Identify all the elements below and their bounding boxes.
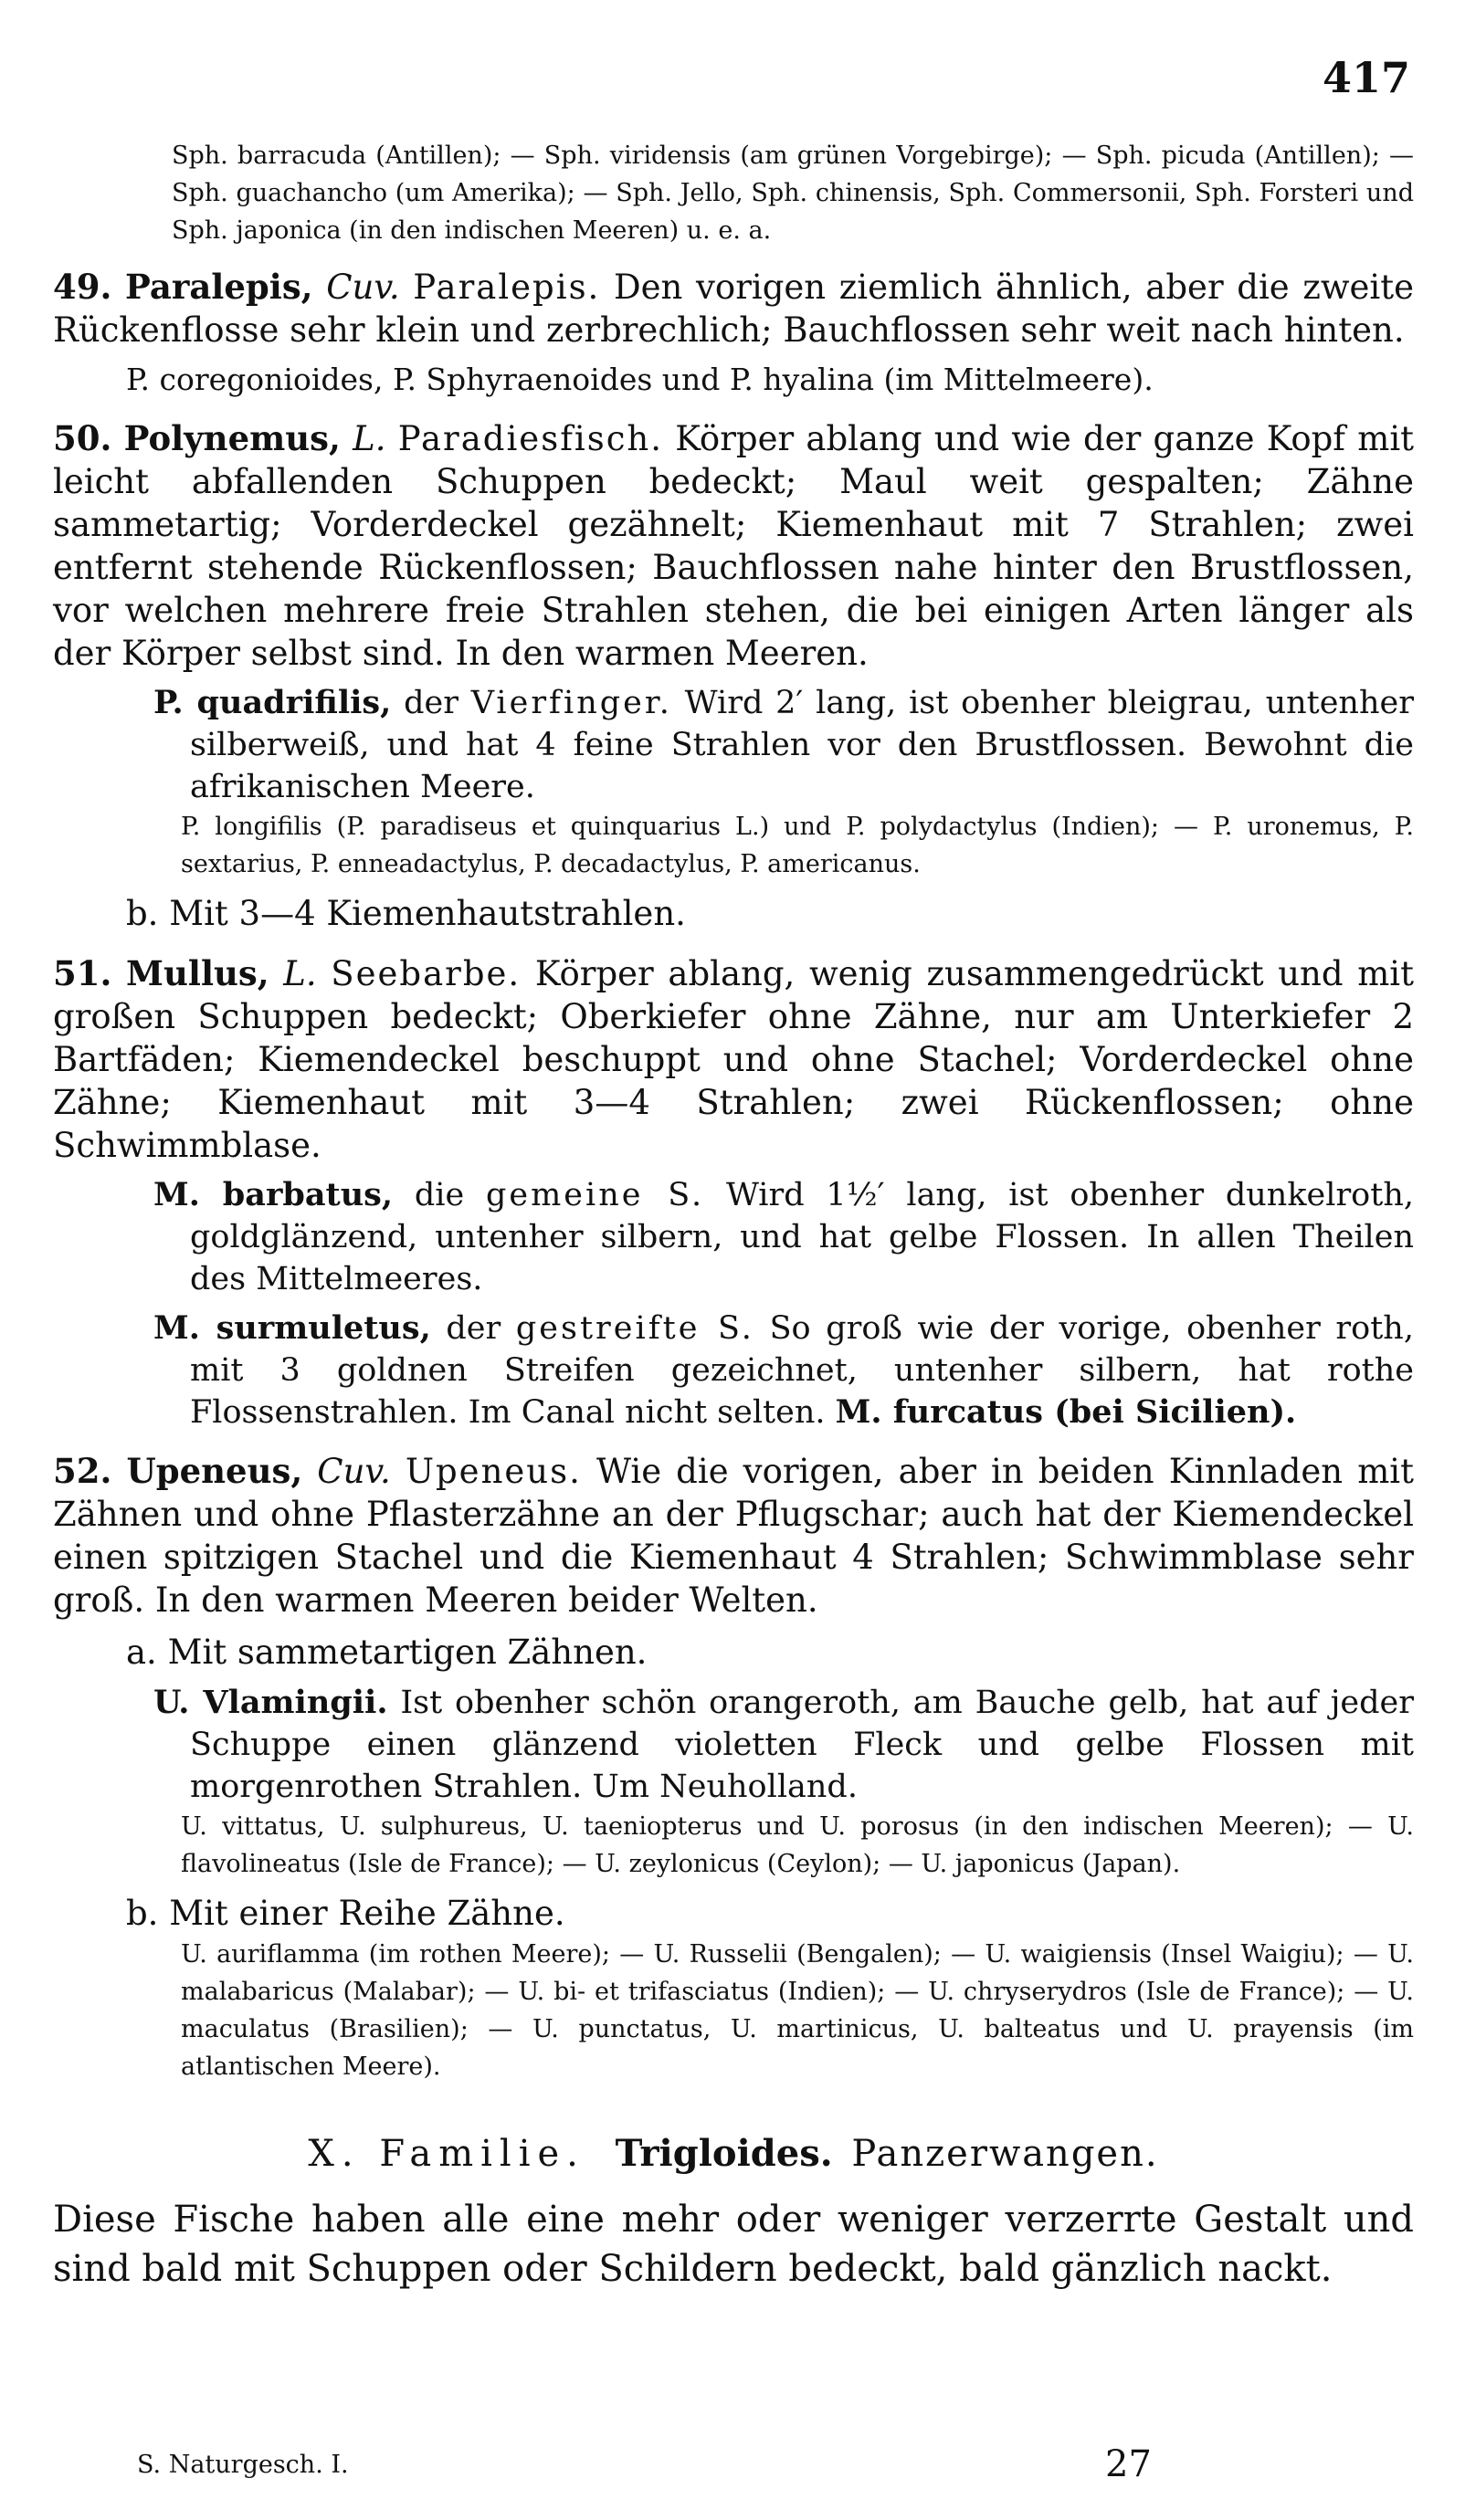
genus-author: Cuv. (326, 268, 400, 307)
german-name: Seebarbe. (331, 954, 522, 993)
page-number: 417 (1322, 53, 1410, 102)
family-latin-name: Trigloides. (615, 2132, 833, 2175)
species-extra: M. furcatus (bei Sicilien). (835, 1393, 1297, 1431)
genus-entry-paralepis (53, 266, 1414, 352)
genus-entry-polynemus (53, 417, 1414, 675)
species-list: U. auriflamma (im rothen Meere); — U. Russelii (Bengalen); — U. waigiensis (Insel Waigiu); — U. malabaricus (Malabar); — U. bi- et trifasciatus (Indien); — U. chryserydros (Isle de France); — U. maculatus (Brasilien); — U. punctatus, U. martinicus, U. balteatus und U. prayensis (im atlantischen Meere). (181, 1940, 1414, 2081)
genus-description: Körper ablang, wenig zusammengedrückt und mit großen Schuppen bedeckt; Oberkiefer ohne Zähne, nur am Unterkiefer 2 Bartfäden; Kiemendeckel beschuppt und ohne Stachel; Vorderdeckel ohne Zähne; Kiemenhaut mit 3—4 Strahlen; zwei Rückenflossen; ohne Schwimmblase. (53, 954, 1415, 1165)
species-entry (53, 682, 1414, 808)
genus-name: Polynemus, (123, 418, 341, 458)
article: der (404, 685, 458, 721)
species-name: M. barbatus, (153, 1176, 394, 1213)
genus-description: Den vorigen ziemlich ähnlich, aber die zweite Rückenflosse sehr klein und zerbrechlich; Bauchflossen sehr weit nach hinten. (53, 268, 1415, 350)
entry-number: 50. (53, 418, 112, 458)
sphyraena-species-list: Sph. barracuda (Antillen); — Sph. viridensis (am grünen Vorgebirge); — Sph. picuda (Antillen); — Sph. guachancho (um Amerika); — Sph. Jello, Sph. chinensis, Sph. Commersonii, Sph. Forsteri und Sph. japonica (in den indischen Meeren) u. e. a. (172, 142, 1414, 245)
genus-author: L. (353, 419, 386, 458)
subsection-heading: b. Mit einer Reihe Zähne. (126, 1894, 565, 1933)
species-description: So groß wie der vorige, obenher roth, mit 3 goldnen Streifen gezeichnet, untenher silbern, hat rothe Flossenstrahlen. Im Canal nicht selten. (190, 1310, 1414, 1431)
species-list: U. vittatus, U. sulphureus, U. taeniopterus und U. porosus (in den indischen Meeren); — U. flavolineatus (Isle de France); — U. zeylonicus (Ceylon); — U. japonicus (Japan). (181, 1812, 1414, 1878)
subsection-heading: b. Mit 3—4 Kiemenhautstrahlen. (126, 894, 686, 933)
article: die (414, 1177, 465, 1213)
genus-author: L. (283, 954, 317, 993)
species-german-name: gemeine S. (485, 1177, 705, 1213)
family-label: X. Familie. (308, 2133, 585, 2175)
genus-name: Paralepis, (125, 267, 313, 307)
genus-description: Wie die vorigen, aber in beiden Kinnladen mit Zähnen und ohne Pflasterzähne an der Pflugschar; auch hat der Kiemendeckel einen spitzigen Stachel und die Kiemenhaut 4 Strahlen; Schwimmblase sehr groß. In den warmen Meeren beider Welten. (53, 1452, 1415, 1620)
printer-signature: S. Naturgesch. I. (137, 2451, 349, 2479)
species-entry (53, 1174, 1414, 1300)
german-name: Paralepis. (413, 268, 601, 307)
genus-description: Körper ablang und wie der ganze Kopf mit leicht abfallenden Schuppen bedeckt; Maul weit gespalten; Zähne sammetartig; Vorderdeckel gezähnelt; Kiemenhaut mit 7 Strahlen; zwei entfernt stehende Rückenflossen; Bauchflossen nahe hinter den Brustflossen, vor welchen mehrere freie Strahlen stehen, die bei einigen Arten länger als der Körper selbst sind. In den warmen Meeren. (53, 419, 1415, 673)
genus-author: Cuv. (317, 1452, 391, 1491)
genus-name: Mullus, (126, 953, 269, 993)
genus-entry-mullus (53, 952, 1414, 1167)
species-german-name: gestreifte S. (515, 1310, 754, 1347)
species-name: P. quadrifilis, (153, 684, 392, 721)
german-name: Upeneus. (405, 1452, 582, 1491)
subsection-heading: a. Mit sammetartigen Zähnen. (126, 1633, 648, 1672)
species-name: M. surmuletus, (153, 1309, 431, 1347)
species-description: Wird 1½′ lang, ist obenher dunkelroth, goldglänzend, untenher silbern, und hat gelbe Flossen. In allen Theilen des Mittelmeeres. (190, 1177, 1414, 1297)
species-german-name: Vierfinger. (470, 685, 672, 721)
species-description: Wird 2′ lang, ist obenher bleigrau, untenher silberweiß, und hat 4 feine Strahlen vor den Brustflossen. Bewohnt die afrikanischen Meere. (190, 685, 1414, 805)
genus-name: Upeneus, (126, 1451, 303, 1491)
species-name: U. Vlamingii. (153, 1684, 388, 1721)
genus-entry-upeneus (53, 1450, 1414, 1622)
species-list: P. coregonioides, P. Sphyraenoides und P. hyalina (im Mittelmeere). (126, 362, 1154, 397)
entry-number: 52. (53, 1451, 112, 1491)
species-entry (53, 1682, 1414, 1808)
sheet-number: 27 (1105, 2443, 1152, 2485)
page-content (53, 137, 1414, 2294)
family-intro-text: Diese Fische haben alle eine mehr oder weniger verzerrte Gestalt und sind bald mit Schuppen oder Schildern bedeckt, bald gänzlich nackt. (53, 2199, 1414, 2290)
species-description: Ist obenher schön orangeroth, am Bauche gelb, hat auf jeder Schuppe einen glänzend violetten Fleck und gelbe Flossen mit morgenrothen Strahlen. Um Neuholland. (190, 1685, 1414, 1805)
species-entry (53, 1307, 1414, 1433)
german-name: Paradiesfisch. (397, 419, 664, 458)
article: der (446, 1310, 501, 1347)
family-german-name: Panzerwangen. (851, 2133, 1159, 2175)
species-list: P. longifilis (P. paradiseus et quinquarius L.) und P. polydactylus (Indien); — P. uronemus, P. sextarius, P. enneadactylus, P. decadactylus, P. americanus. (181, 813, 1414, 878)
family-heading (53, 2129, 1414, 2179)
entry-number: 49. (53, 267, 112, 307)
entry-number: 51. (53, 953, 112, 993)
